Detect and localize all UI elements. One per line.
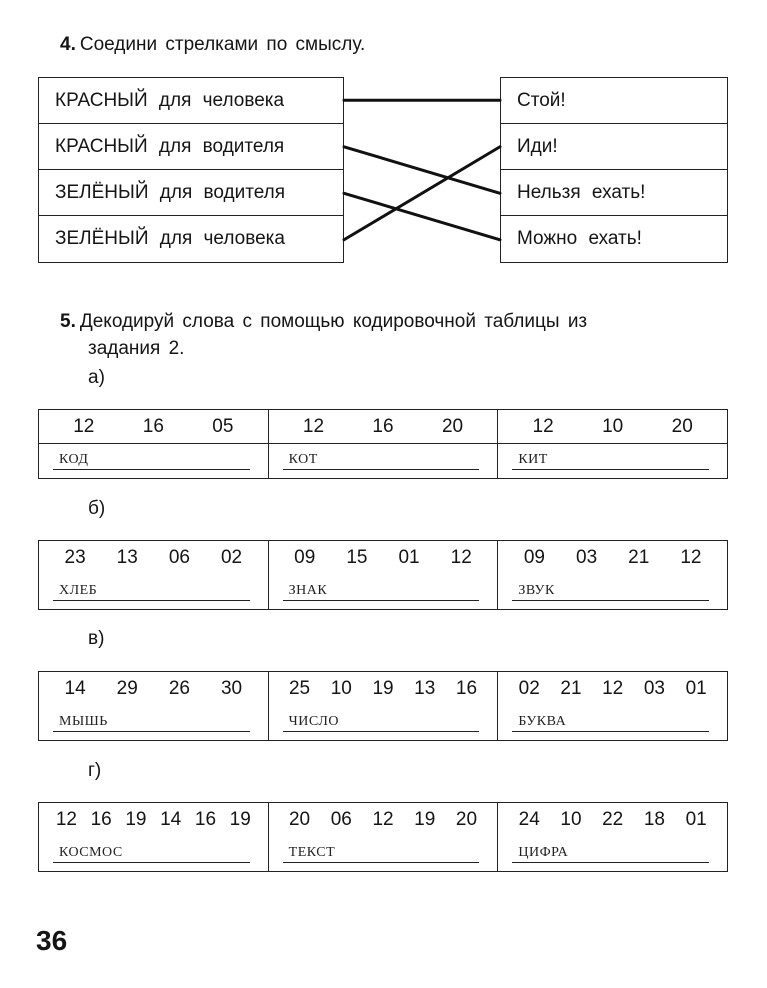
code-cell [269, 803, 499, 871]
answer-field[interactable]: ЗВУК [512, 579, 709, 601]
code-number: 09 [523, 547, 545, 568]
code-number: 01 [685, 809, 707, 830]
code-table-c [38, 671, 728, 741]
code-number: 20 [288, 809, 311, 830]
answer-field[interactable]: ЧИСЛО [283, 710, 480, 732]
connector-line[interactable] [344, 147, 500, 240]
code-cell [269, 410, 499, 478]
code-numbers [498, 410, 727, 444]
answer-field[interactable]: КОД [53, 448, 250, 470]
code-number: 19 [229, 809, 251, 830]
right-item-label: Можно ехать! [517, 228, 642, 249]
code-number: 12 [73, 416, 95, 437]
code-cell [269, 672, 499, 740]
code-number: 10 [330, 678, 352, 699]
code-number: 14 [64, 678, 86, 699]
code-number: 15 [346, 547, 368, 568]
code-number: 05 [212, 416, 234, 437]
code-number: 06 [330, 809, 352, 830]
answer-field[interactable]: КИТ [512, 448, 709, 470]
connector-line[interactable] [344, 147, 500, 194]
code-number: 12 [532, 416, 554, 437]
code-numbers [269, 541, 498, 575]
code-cell [498, 541, 727, 609]
answer-field[interactable]: КОТ [283, 448, 480, 470]
group-label: б) [88, 498, 106, 519]
left-item-label: ЗЕЛЁНЫЙ для водителя [55, 181, 286, 203]
code-cell [39, 541, 269, 609]
code-number: 10 [560, 809, 582, 830]
code-numbers [39, 672, 268, 706]
code-number: 13 [116, 547, 138, 568]
code-cell [498, 410, 727, 478]
code-number: 25 [288, 678, 311, 699]
answer-field[interactable]: ЦИФРА [512, 841, 709, 863]
code-number: 12 [372, 809, 394, 830]
code-number: 12 [55, 809, 77, 830]
code-number: 14 [160, 809, 182, 830]
code-number: 16 [90, 809, 112, 830]
code-number: 02 [220, 547, 243, 568]
code-number: 22 [602, 809, 624, 830]
code-cell [498, 672, 727, 740]
code-number: 16 [455, 678, 478, 699]
answer-field[interactable]: ХЛЕБ [53, 579, 250, 601]
code-number: 20 [671, 416, 693, 437]
group-label: в) [88, 628, 105, 649]
code-number: 16 [372, 416, 394, 437]
left-item-label: КРАСНЫЙ для водителя [55, 135, 285, 157]
answer-field[interactable]: ЗНАК [283, 579, 480, 601]
code-number: 16 [194, 809, 217, 830]
code-number: 20 [455, 809, 478, 830]
code-number: 18 [643, 809, 665, 830]
code-numbers [269, 410, 498, 444]
group-label: г) [88, 760, 102, 781]
code-number: 23 [64, 547, 86, 568]
code-number: 09 [294, 547, 316, 568]
task5-title [60, 311, 587, 333]
task4-number: 4. [60, 34, 76, 55]
code-number: 13 [414, 678, 436, 699]
answer-field[interactable]: БУКВА [512, 710, 709, 732]
task5-title-line2: задания 2. [88, 338, 185, 359]
right-item-label: Нельзя ехать! [517, 181, 646, 203]
code-numbers [498, 672, 727, 706]
code-number: 24 [518, 809, 540, 830]
code-cell [39, 672, 269, 740]
code-numbers [269, 672, 498, 706]
code-table-a [38, 409, 728, 479]
code-table-b [38, 540, 728, 610]
code-number: 26 [168, 678, 190, 699]
code-numbers [269, 803, 498, 837]
right-item-label: Иди! [517, 135, 558, 157]
code-number: 01 [685, 678, 707, 699]
code-numbers [39, 541, 268, 575]
code-numbers [39, 410, 268, 444]
code-number: 19 [125, 809, 147, 830]
connector-lines [0, 0, 767, 300]
code-cell [269, 541, 499, 609]
code-number: 10 [602, 416, 624, 437]
task4-title-text: Соедини стрелками по смыслу. [79, 34, 366, 55]
code-number: 30 [220, 678, 243, 699]
code-numbers [498, 541, 727, 575]
code-table-d [38, 802, 728, 872]
answer-field[interactable]: ТЕКСТ [283, 841, 480, 863]
code-number: 19 [414, 809, 436, 830]
code-number: 20 [441, 416, 464, 437]
code-number: 06 [168, 547, 190, 568]
code-number: 29 [116, 678, 138, 699]
task5-number: 5. [60, 311, 76, 332]
code-number: 03 [643, 678, 665, 699]
group-label: а) [88, 367, 105, 388]
answer-field[interactable]: КОСМОС [53, 841, 250, 863]
left-item-label: КРАСНЫЙ для человека [55, 89, 285, 111]
code-number: 19 [372, 678, 394, 699]
code-number: 21 [628, 547, 650, 568]
right-item-label: Стой! [517, 89, 566, 111]
left-item-label: ЗЕЛЁНЫЙ для человека [55, 228, 285, 249]
code-number: 03 [576, 547, 598, 568]
code-cell [39, 410, 269, 478]
code-cell [498, 803, 727, 871]
code-number: 12 [602, 678, 624, 699]
code-number: 12 [450, 547, 472, 568]
code-numbers [39, 803, 268, 837]
code-number: 16 [142, 416, 164, 437]
code-number: 12 [302, 416, 325, 437]
code-numbers [498, 803, 727, 837]
page-number: 36 [36, 925, 68, 956]
answer-field[interactable]: МЫШЬ [53, 710, 250, 732]
connector-line[interactable] [344, 193, 500, 240]
code-cell [39, 803, 269, 871]
code-number: 21 [560, 678, 582, 699]
task5-title-line1: Декодируй слова с помощью кодировочной таблицы из [79, 311, 588, 332]
code-number: 12 [680, 547, 702, 568]
code-number: 01 [398, 547, 420, 568]
code-number: 02 [518, 678, 540, 699]
